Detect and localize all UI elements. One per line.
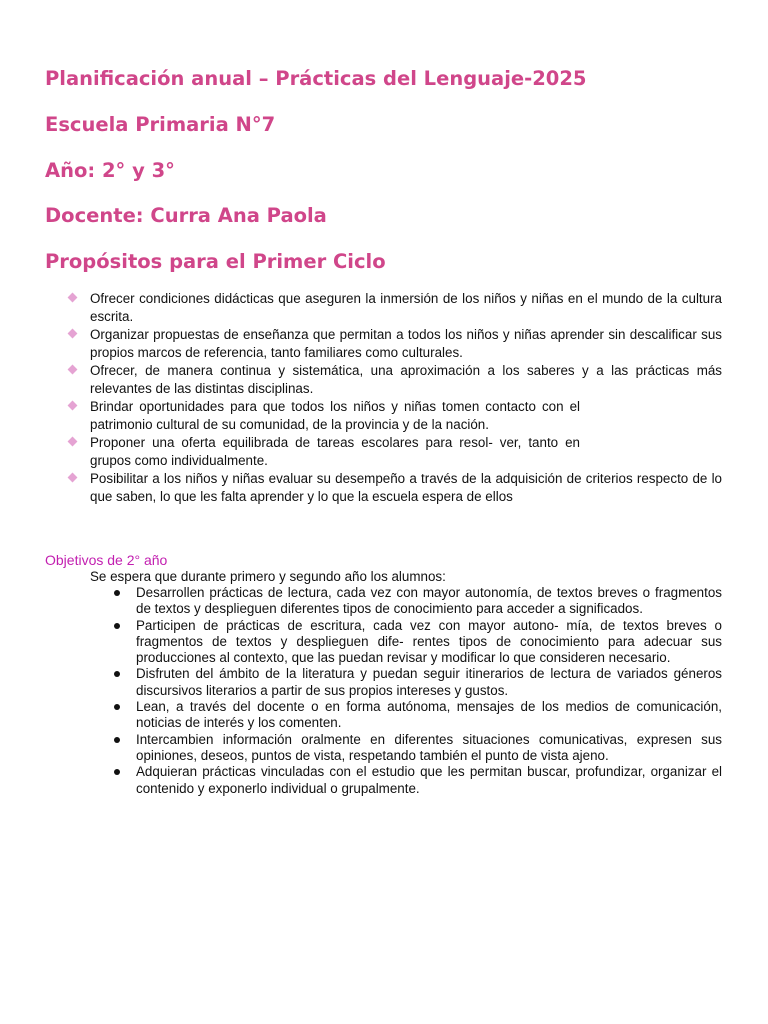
objective-text: Desarrollen prácticas de lectura, cada vez con mayor autonomía, de textos breves o fragmentos de textos y desplieguen diferentes tipos de conocimiento para acceder a significados.	[136, 585, 722, 617]
round-bullet-icon	[114, 623, 120, 629]
objective-item	[136, 666, 722, 699]
objectives-intro: Se espera que durante primero y segundo año los alumnos:	[90, 569, 446, 584]
purpose-text: Posibilitar a los niños y niñas evaluar su desempeño a través de la adquisición de criterios respecto de lo que saben, lo que les falta aprender y lo que la escuela espera de ellos	[90, 471, 722, 504]
purpose-item	[90, 398, 580, 434]
round-bullet-icon	[114, 704, 120, 710]
objective-text: Lean, a través del docente o en forma autónoma, mensajes de los medios de comunicación, noticias de interés y los comenten.	[136, 699, 722, 731]
diamond-bullet-icon	[68, 293, 78, 303]
purpose-text: Brindar oportunidades para que todos los niños y niñas tomen contacto con el patrimonio cultural de su comunidad, de la provincia y de la nación.	[90, 399, 580, 432]
round-bullet-icon	[114, 590, 120, 596]
objective-item	[136, 585, 722, 618]
objective-item	[136, 732, 722, 765]
purpose-text: Ofrecer condiciones didácticas que aseguren la inmersión de los niños y niñas en el mundo de la cultura escrita.	[90, 291, 722, 324]
purpose-item	[90, 290, 722, 326]
purpose-item	[90, 470, 722, 506]
diamond-bullet-icon	[68, 365, 78, 375]
objective-item	[136, 699, 722, 732]
document-title: Planificación anual – Prácticas del Lenguaje-2025	[45, 67, 587, 90]
school-year: Año: 2° y 3°	[45, 159, 175, 182]
diamond-bullet-icon	[68, 473, 78, 483]
purposes-heading: Propósitos para el Primer Ciclo	[45, 250, 386, 273]
objective-text: Disfruten del ámbito de la literatura y puedan seguir itinerarios de lectura de variados géneros discursivos literarios a partir de sus propios intereses y gustos.	[136, 666, 722, 698]
round-bullet-icon	[114, 737, 120, 743]
objectives-title: Objetivos de 2° año	[45, 552, 168, 568]
purposes-list	[90, 290, 722, 506]
objectives-list	[136, 585, 722, 797]
objective-text: Adquieran prácticas vinculadas con el estudio que les permitan buscar, profundizar, organizar el contenido y exponerlo individual o grupalmente.	[136, 764, 722, 796]
objective-text: Participen de prácticas de escritura, cada vez con mayor autono- mía, de textos breves o fragmentos de textos y desplieguen dife- rentes tipos de conocimiento para adecuar sus producciones al contexto, que las puedan revisar y modificar lo que consideren necesario.	[136, 617, 722, 666]
school-name: Escuela Primaria N°7	[45, 113, 276, 136]
round-bullet-icon	[114, 671, 120, 677]
objective-item	[136, 618, 722, 667]
round-bullet-icon	[114, 769, 120, 775]
purpose-text: Ofrecer, de manera continua y sistemática, una aproximación a los saberes y a las prácticas más relevantes de las distintas disciplinas.	[90, 363, 722, 396]
purpose-text: Proponer una oferta equilibrada de tareas escolares para resol- ver, tanto en grupos como individualmente.	[90, 435, 580, 468]
diamond-bullet-icon	[68, 329, 78, 339]
objective-text: Intercambien información oralmente en diferentes situaciones comunicativas, expresen sus opiniones, deseos, puntos de vista, respetando también el punto de vista ajeno.	[136, 731, 722, 763]
diamond-bullet-icon	[68, 401, 78, 411]
diamond-bullet-icon	[68, 437, 78, 447]
purpose-text: Organizar propuestas de enseñanza que permitan a todos los niños y niñas aprender sin descalificar sus propios marcos de referencia, tanto familiares como culturales.	[90, 327, 722, 360]
purpose-item	[90, 362, 722, 398]
objective-item	[136, 764, 722, 797]
teacher-name: Docente: Curra Ana Paola	[45, 204, 327, 227]
purpose-item	[90, 326, 722, 362]
purpose-item	[90, 434, 580, 470]
